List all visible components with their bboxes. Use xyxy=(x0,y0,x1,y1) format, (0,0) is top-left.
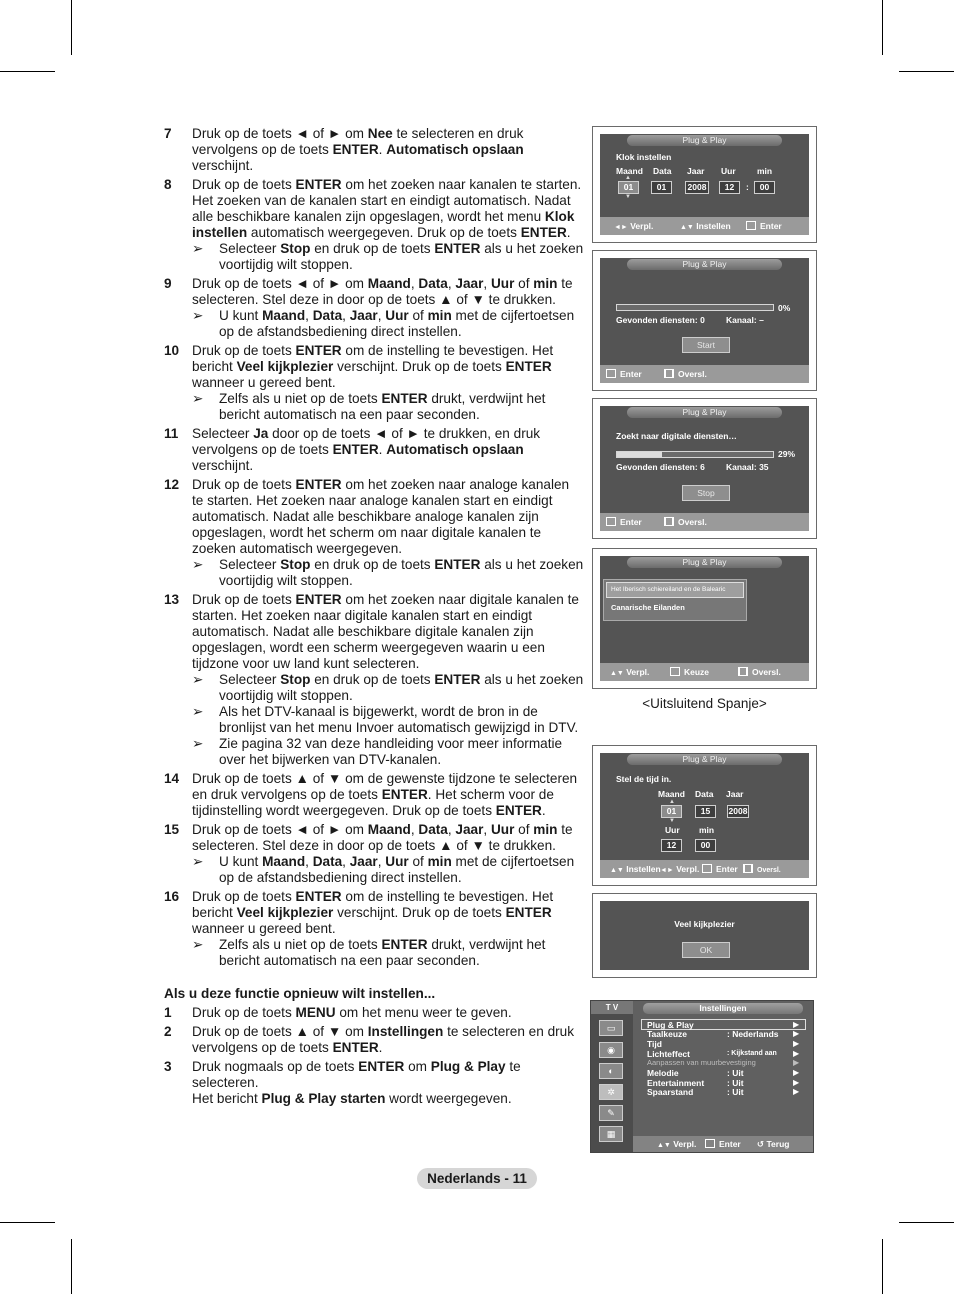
picture-icon[interactable]: ▭ xyxy=(599,1020,623,1036)
label-min: min xyxy=(699,825,715,835)
menu-item-muurbevestiging: Aanpassen van muurbevestiging ▶ xyxy=(647,1058,800,1067)
step-item xyxy=(164,343,584,423)
menu-help-bar: ▲▼ Verpl. Enter ↺ Terug xyxy=(633,1136,813,1152)
field-maand[interactable]: 01 xyxy=(618,181,639,194)
step-text: Druk op de toets ◄ of ► om Maand, Data, Jaar, Uur of min te selecteren. Stel deze in door op de toets ▲ of ▼ te drukken. xyxy=(192,822,573,853)
step-text: Druk op de toets ▲ of ▼ om Instellingen te selecteren en druk vervolgens op de toets ENTER. xyxy=(192,1024,575,1055)
return-icon: ↺ xyxy=(757,1139,765,1149)
step-item xyxy=(164,426,584,474)
note-arrow-icon: ➢ xyxy=(192,854,204,869)
step-note: ➢ Zelfs als u niet op de toets ENTER drukt, verdwijnt het bericht automatisch na een paar seconden. xyxy=(192,391,546,422)
step-number: 12 xyxy=(164,477,180,492)
channel-text: Kanaal: 35 xyxy=(726,462,769,472)
step-number: 3 xyxy=(164,1059,172,1074)
up-down-arrow-icon: ▲▼ xyxy=(680,224,694,231)
up-down-arrow-icon: ▲▼ xyxy=(657,1142,671,1149)
menu-item-lichteffect[interactable]: Lichteffect : Kijkstand aan ▶ xyxy=(647,1049,800,1059)
note-arrow-icon: ➢ xyxy=(192,308,204,323)
step-item xyxy=(164,889,584,969)
clock-heading: Klok instellen xyxy=(616,152,672,162)
screen-help-bar: ◄► Verpl. ▲▼ Instellen Enter xyxy=(600,217,809,235)
left-right-arrow-icon: ◄► xyxy=(660,867,674,874)
field-min[interactable]: 00 xyxy=(754,181,775,194)
up-arrow-icon: ▲ xyxy=(669,799,675,805)
menu-icon xyxy=(664,369,674,378)
field-uur[interactable]: 12 xyxy=(661,839,682,852)
step-number: 2 xyxy=(164,1024,172,1039)
sound-icon[interactable]: ◉ xyxy=(599,1042,623,1058)
channel-text: Kanaal: – xyxy=(726,315,764,325)
menu-icon xyxy=(664,517,674,526)
label-data: Data xyxy=(653,166,672,176)
screen-title: Plug & Play xyxy=(627,259,782,270)
menu-sidebar xyxy=(591,1001,633,1152)
step-number: 11 xyxy=(164,426,179,441)
step-number: 16 xyxy=(164,889,180,904)
screen-help-bar: ▲▼ Instellen ◄► Verpl. Enter Oversl. xyxy=(600,860,809,878)
channel-icon[interactable]: ◐ xyxy=(599,1063,623,1079)
progress-bar xyxy=(616,451,774,458)
step-text: Selecteer Ja door op de toets ◄ of ► te drukken, en druk vervolgens op de toets ENTER. Automatisch opslaan verschijnt. xyxy=(192,426,541,473)
label-maand: Maand xyxy=(616,166,643,176)
note-arrow-icon: ➢ xyxy=(192,557,204,572)
label-data: Data xyxy=(695,789,714,799)
step-note: ➢ Zie pagina 32 van deze handleiding voor meer informatie over het bijwerken van DTV-kanalen. xyxy=(192,736,563,767)
menu-item-entertainment[interactable]: Entertainment : Uit ▶ xyxy=(647,1078,800,1088)
step-item xyxy=(164,177,584,273)
note-arrow-icon: ➢ xyxy=(192,736,204,751)
step-item xyxy=(164,771,584,819)
step-note: ➢ Als het DTV-kanaal is bijgewerkt, wordt de bron in de bronlijst van het menu Invoer automatisch gewijzigd in DTV. xyxy=(192,704,579,735)
menu-item-tijd[interactable]: Tijd ▶ xyxy=(647,1039,800,1049)
step-note: ➢ Zelfs als u niet op de toets ENTER drukt, verdwijnt het bericht automatisch na een paar seconden. xyxy=(192,937,546,968)
menu-item-plug-play[interactable]: Plug & Play ▶ xyxy=(647,1020,800,1030)
step-item xyxy=(164,822,584,886)
note-arrow-icon: ➢ xyxy=(192,937,204,952)
menu-title: Instellingen xyxy=(643,1003,803,1014)
note-arrow-icon: ➢ xyxy=(192,704,204,719)
screen-help-bar: Enter Oversl. xyxy=(600,365,809,383)
setup-gear-icon[interactable]: ✲ xyxy=(599,1084,623,1100)
field-jaar[interactable]: 2008 xyxy=(728,806,748,816)
reinstall-heading: Als u deze functie opnieuw wilt instellen... xyxy=(164,986,436,1001)
progress-bar xyxy=(616,304,774,311)
step-number: 10 xyxy=(164,343,180,358)
down-arrow-icon: ▼ xyxy=(625,194,631,200)
tv-label: T V xyxy=(591,1001,633,1014)
step-text: Druk nogmaals op de toets ENTER om Plug & Play te selecteren. Het bericht Plug & Play starten wordt weergegeven. xyxy=(192,1059,521,1106)
screen-set-time xyxy=(592,745,817,886)
label-uur: Uur xyxy=(665,825,680,835)
down-arrow-icon: ▼ xyxy=(669,818,675,824)
enter-icon xyxy=(746,221,756,230)
label-jaar: Jaar xyxy=(687,166,705,176)
note-arrow-icon: ➢ xyxy=(192,391,204,406)
screen-enjoy xyxy=(592,893,817,978)
step-item xyxy=(164,1005,584,1021)
field-jaar[interactable]: 2008 xyxy=(685,181,709,194)
step-number: 14 xyxy=(164,771,180,786)
step-item xyxy=(164,276,584,340)
crop-mark xyxy=(0,1222,55,1223)
menu-icon xyxy=(738,667,748,676)
crop-mark xyxy=(899,1222,954,1223)
label-maand: Maand xyxy=(658,789,685,799)
step-number: 9 xyxy=(164,276,172,291)
step-number: 13 xyxy=(164,592,180,607)
field-data[interactable]: 15 xyxy=(695,805,716,818)
instruction-steps xyxy=(164,126,584,1110)
crop-mark xyxy=(882,1239,883,1294)
step-text: Druk op de toets ▲ of ▼ om de gewenste tijdzone te selecteren en druk vervolgens op de toets ENTER. Het scherm voor de tijdinstelling wordt weergegeven. Druk op de toets ENTER. xyxy=(192,771,578,818)
field-data[interactable]: 01 xyxy=(651,181,672,194)
enter-icon xyxy=(670,667,680,676)
step-item xyxy=(164,126,584,174)
step-text: Druk op de toets ENTER om het zoeken naar analoge kanalen te starten. Het zoeken naar analoge kanalen start en eindigt automatisch. Nadat alle beschikbare analoge kanalen zijn opgeslagen, wordt het scherm om naar digitale kanalen te zoeken automatisch weergegeven. xyxy=(192,477,570,556)
timezone-option[interactable]: Het Iberisch schiereiland en de Balearic xyxy=(606,582,744,598)
screen-title: Plug & Play xyxy=(627,557,782,568)
menu-icon xyxy=(743,864,753,873)
step-item xyxy=(164,592,584,768)
step-number: 1 xyxy=(164,1005,172,1020)
step-text: Druk op de toets ◄ of ► om Nee te selecteren en druk vervolgens op de toets ENTER. Automatisch opslaan verschijnt. xyxy=(192,126,524,173)
screen-timezone xyxy=(592,548,817,689)
menu-item-melodie[interactable]: Melodie : Uit ▶ xyxy=(647,1068,800,1078)
time-heading: Stel de tijd in. xyxy=(616,774,672,784)
step-text: Druk op de toets ENTER om het zoeken naar kanalen te starten. Het zoeken van de kanalen start en eindigt automatisch. Nadat alle beschikbare kanalen zijn opgeslagen, wordt het menu Klok instellen automatisch weergegeven. Druk op de toets ENTER. xyxy=(192,177,582,240)
crop-mark xyxy=(0,71,55,72)
up-down-arrow-icon: ▲▼ xyxy=(610,670,624,677)
search-heading: Zoekt naar digitale diensten… xyxy=(616,431,737,441)
step-item xyxy=(164,1059,584,1107)
label-jaar: Jaar xyxy=(726,789,744,799)
crop-mark xyxy=(882,0,883,55)
time-colon: : xyxy=(746,182,749,192)
step-text: Druk op de toets ◄ of ► om Maand, Data, Jaar, Uur of min te selecteren. Stel deze in door op de toets ▲ of ▼ te drukken. xyxy=(192,276,573,307)
enter-icon xyxy=(606,517,616,526)
enter-icon xyxy=(705,1139,715,1148)
step-number: 15 xyxy=(164,822,180,837)
step-note: ➢ Selecteer Stop en druk op de toets ENTER als u het zoeken voortijdig wilt stoppen. xyxy=(192,672,584,703)
label-min: min xyxy=(757,166,773,176)
crop-mark xyxy=(899,71,954,72)
step-number: 7 xyxy=(164,126,172,141)
screen-title: Plug & Play xyxy=(627,407,782,418)
stop-button[interactable]: Stop xyxy=(682,485,730,501)
menu-item-spaarstand[interactable]: Spaarstand : Uit ▶ xyxy=(647,1087,800,1097)
step-note: ➢ Selecteer Stop en druk op de toets ENTER als u het zoeken voortijdig wilt stoppen. xyxy=(192,557,584,588)
step-text: Druk op de toets MENU om het menu weer te geven. xyxy=(192,1005,512,1020)
timezone-list xyxy=(603,579,747,621)
screen-title: Plug & Play xyxy=(627,135,782,146)
step-item xyxy=(164,1024,584,1056)
screen-search-digital xyxy=(592,398,817,539)
field-min[interactable]: 00 xyxy=(695,839,716,852)
step-number: 8 xyxy=(164,177,172,192)
enjoy-message: Veel kijkplezier xyxy=(674,919,735,929)
crop-mark xyxy=(71,0,72,55)
field-uur[interactable]: 12 xyxy=(719,181,740,194)
note-arrow-icon: ➢ xyxy=(192,672,204,687)
step-item xyxy=(164,477,584,589)
application-icon[interactable]: ▦ xyxy=(599,1126,623,1142)
screen-title: Plug & Play xyxy=(627,754,782,765)
up-arrow-icon: ▲ xyxy=(625,175,631,181)
step-note: ➢ U kunt Maand, Data, Jaar, Uur of min met de cijfertoetsen op de afstandsbediening direct instellen. xyxy=(192,308,575,339)
progress-text: 0% xyxy=(778,303,791,313)
screen-search-start xyxy=(592,250,817,391)
enter-icon xyxy=(606,369,616,378)
found-services: Gevonden diensten: 0 xyxy=(616,315,705,325)
step-text: Druk op de toets ENTER om de instelling te bevestigen. Het bericht Veel kijkplezier verschijnt. Druk op de toets ENTER wanneer u gereed bent. xyxy=(192,343,554,390)
crop-mark xyxy=(71,1239,72,1294)
step-note: ➢ Selecteer Stop en druk op de toets ENTER als u het zoeken voortijdig wilt stoppen. xyxy=(192,241,584,272)
screen-clock-setup xyxy=(592,126,817,243)
figure-caption: <Uitsluitend Spanje> xyxy=(642,696,767,711)
menu-item-taalkeuze[interactable]: Taalkeuze : Nederlands ▶ xyxy=(647,1029,800,1039)
timezone-option[interactable]: Canarische Eilanden xyxy=(611,603,685,612)
field-maand[interactable]: 01 xyxy=(661,805,682,818)
ok-button[interactable]: OK xyxy=(682,942,730,958)
input-icon[interactable]: ✎ xyxy=(599,1105,623,1121)
note-arrow-icon: ➢ xyxy=(192,241,204,256)
step-text: Druk op de toets ENTER om het zoeken naar digitale kanalen te starten. Het zoeken naar digitale kanalen start en eindigt automatisch. Nadat alle beschikbare digitale kanalen zijn opgeslagen, wordt een scherm weergegeven waarin u een tijdzone voor uw land kunt selecteren. xyxy=(192,592,579,671)
step-note: ➢ U kunt Maand, Data, Jaar, Uur of min met de cijfertoetsen op de afstandsbediening direct instellen. xyxy=(192,854,575,885)
step-text: Druk op de toets ENTER om de instelling te bevestigen. Het bericht Veel kijkplezier verschijnt. Druk op de toets ENTER wanneer u gereed bent. xyxy=(192,889,554,936)
left-right-arrow-icon: ◄► xyxy=(614,224,628,231)
label-uur: Uur xyxy=(721,166,736,176)
screen-help-bar: Enter Oversl. xyxy=(600,513,809,531)
enter-icon xyxy=(702,864,712,873)
progress-text: 29% xyxy=(778,449,796,459)
settings-menu xyxy=(590,1000,814,1153)
page-footer: Nederlands - 11 xyxy=(417,1168,537,1189)
screen-help-bar: ▲▼ Verpl. Keuze Oversl. xyxy=(600,663,809,681)
found-services: Gevonden diensten: 6 xyxy=(616,462,705,472)
start-button[interactable]: Start xyxy=(682,337,730,353)
up-down-arrow-icon: ▲▼ xyxy=(610,867,624,874)
